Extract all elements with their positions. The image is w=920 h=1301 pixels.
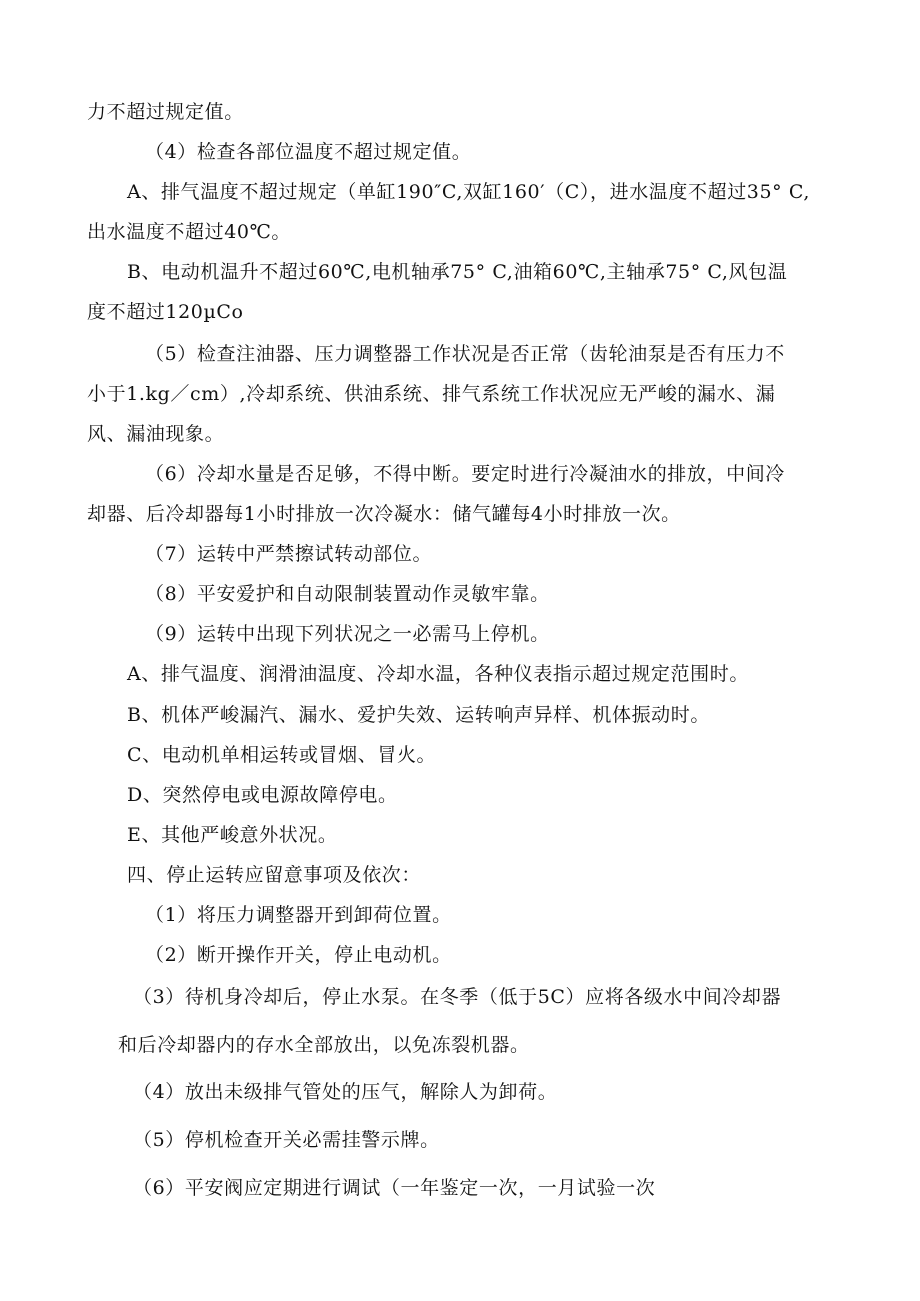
text-line-5: B、电动机温升不超过60℃,电机轴承75° C,油箱60℃,主轴承75° C,风包温	[127, 261, 788, 283]
text-line-25: （4）放出未级排气管处的压气，解除人为卸荷。	[133, 1081, 558, 1103]
text-line-23: （3）待机身冷却后，停止水泵。在冬季（低于5C）应将各级水中间冷却器	[133, 986, 782, 1008]
text-line-14: （9）运转中出现下列状况之一必需马上停机。	[145, 623, 550, 645]
text-line-6: 度不超过120µCo	[87, 301, 244, 323]
text-line-19: E、其他严峻意外状况。	[127, 824, 338, 846]
text-line-27: （6）平安阀应定期进行调试（一年鉴定一次，一月试验一次	[133, 1177, 656, 1199]
text-line-11: 却器、后冷却器每1小时排放一次冷凝水：储气罐每4小时排放一次。	[87, 503, 681, 525]
text-line-20: 四、停止运转应留意事项及依次：	[127, 864, 422, 886]
text-line-16: B、机体严峻漏汽、漏水、爱护失效、运转响声异样、机体振动时。	[127, 704, 710, 726]
text-line-3: A、排气温度不超过规定（单缸190″C,双缸160′（C），进水温度不超过35° C,	[127, 181, 811, 203]
text-line-10: （6）冷却水量是否足够，不得中断。要定时进行冷凝油水的排放，中间冷	[145, 463, 785, 485]
text-line-22: （2）断开操作开关，停止电动机。	[145, 944, 452, 966]
text-line-26: （5）停机检查开关必需挂警示牌。	[133, 1129, 440, 1151]
text-line-12: （7）运转中严禁擦试转动部位。	[145, 543, 433, 565]
text-line-4: 出水温度不超过40℃。	[87, 221, 292, 243]
text-line-17: C、电动机单相运转或冒烟、冒火。	[127, 744, 437, 766]
text-line-1: 力不超过规定值。	[87, 101, 244, 123]
text-line-2: （4）检查各部位温度不超过规定值。	[145, 141, 472, 163]
text-line-13: （8）平安爱护和自动限制装置动作灵敏牢靠。	[145, 583, 550, 605]
text-line-9: 风、漏油现象。	[87, 423, 225, 445]
text-line-15: A、排气温度、润滑油温度、冷却水温，各种仪表指示超过规定范围时。	[127, 663, 749, 685]
text-line-24: 和后冷却器内的存水全部放出，以免冻裂机器。	[118, 1034, 530, 1056]
text-line-18: D、突然停电或电源故障停电。	[127, 784, 398, 806]
text-line-21: （1）将压力调整器开到卸荷位置。	[145, 904, 452, 926]
text-line-8: 小于1.kg／cm）,冷却系统、供油系统、排气系统工作状况应无严峻的漏水、漏	[87, 383, 776, 405]
text-line-7: （5）检查注油器、压力调整器工作状况是否正常（齿轮油泵是否有压力不	[145, 343, 785, 365]
